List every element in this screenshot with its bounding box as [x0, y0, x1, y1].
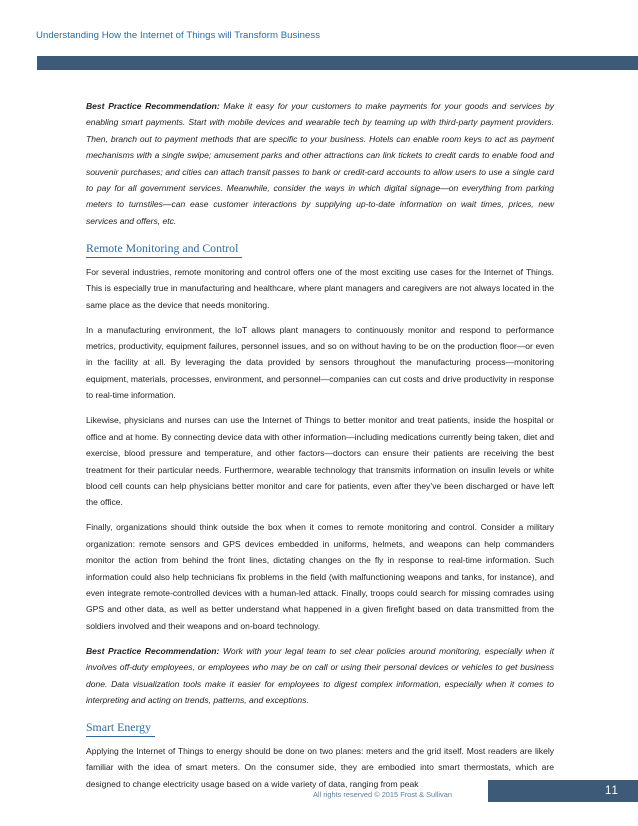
paragraph: In a manufacturing environment, the IoT allows plant managers to continuously monitor and respond to performance metrics, productivity, equipment failures, personnel issues, and so on without having to be on the production floor—or even in the facility at all. By leveraging the data provided by sensors throughout the manufacturing process—monitoring equipment, materials, processes, environment, and personnel—companies can cut costs and drive productivity in response to real-time information.	[86, 324, 554, 401]
best-practice-label: Best Practice Recommendation:	[86, 101, 220, 111]
footer-copyright: All rights reserved © 2015 Frost & Sullivan	[313, 790, 452, 799]
paragraph: Applying the Internet of Things to energy should be done on two planes: meters and the grid itself. Most readers are likely familiar with the idea of smart meters. On the consumer side, they are embodied into smart thermostats, which are designed to change electricity usage based on a wide variety of data, ranging from peak	[86, 745, 554, 789]
paragraph: Finally, organizations should think outside the box when it comes to remote monitoring and control. Consider a military organization: remote sensors and GPS devices embedded in uniforms, helmets, and weapons can help commanders monitor the action from behind the front lines, dictating changes on the fly in response to real-time information. Such information could also help technicians fix problems in the field (with malfunctioning weapons and tanks, for instance), and even integrate remote-controlled devices with a human-led attack. Finally, troops could search for missing comrades using GPS and other data, as well as better understand what happened in a given firefight based on data transmitted from the soldiers involved and their weapons and on-board technology.	[86, 522, 554, 631]
paragraph: Likewise, physicians and nurses can use the Internet of Things to better monitor and treat patients, inside the hospital or office and at home. By connecting device data with other information—including medications currently being taken, diet and exercise, blood pressure and temperature, and other factors—doctors can ensure their patients are receiving the best treatment for their particular needs. Furthermore, wearable technology that transmits information on insulin levels or white blood cell counts can help physicians better monitor and care for patients, even after they’ve been discharged or have left the office.	[86, 415, 554, 508]
best-practice-label: Best Practice Recommendation:	[86, 645, 220, 656]
footer-bar	[488, 780, 586, 802]
paragraph: For several industries, remote monitoring and control offers one of the most exciting use cases for the Internet of Things. This is especially true in manufacturing and healthcare, where plant managers and caregivers are not always located in the same place as the device that needs monitoring.	[86, 266, 554, 310]
best-practice-recommendation-1	[86, 98, 554, 229]
section-heading-smart-energy: Smart Energy	[86, 719, 155, 737]
page-number: 11	[586, 780, 638, 802]
section-heading-remote-monitoring: Remote Monitoring and Control	[86, 240, 242, 258]
page-content	[86, 98, 554, 801]
best-practice-text: Make it easy for your customers to make payments for your goods and services by enabling smart payments. Start with mobile devices and wearable tech by teaming up with third-party payment providers. Then, branch out to payment methods that are specific to your business. Hotels can enable room keys to act as payment mechanisms with a single swipe; amusement parks and other attractions can link tickets to credit cards to enable food and souvenir purchases; and cities can attach transit passes to bank or credit-card accounts to allow users to use a single card to pay for all government services. Meanwhile, consider the ways in which digital signage—on everything from parking meters to turnstiles—can ease customer interactions by supplying up-to-date information on wait times, prices, new services and offers, etc.	[86, 101, 554, 226]
best-practice-text: Work with your legal team to set clear policies around monitoring, especially when it involves off-duty employees, or employees who may be on call or using their personal devices or vehicles to get business done. Data visualization tools make it easier for employees to digest complex information, especially when it comes to interpreting and acting on trends, patterns, and exceptions.	[86, 645, 554, 705]
best-practice-recommendation-2	[86, 643, 554, 709]
header-bar	[37, 56, 638, 70]
running-header-title: Understanding How the Internet of Things will Transform Business	[36, 30, 321, 41]
